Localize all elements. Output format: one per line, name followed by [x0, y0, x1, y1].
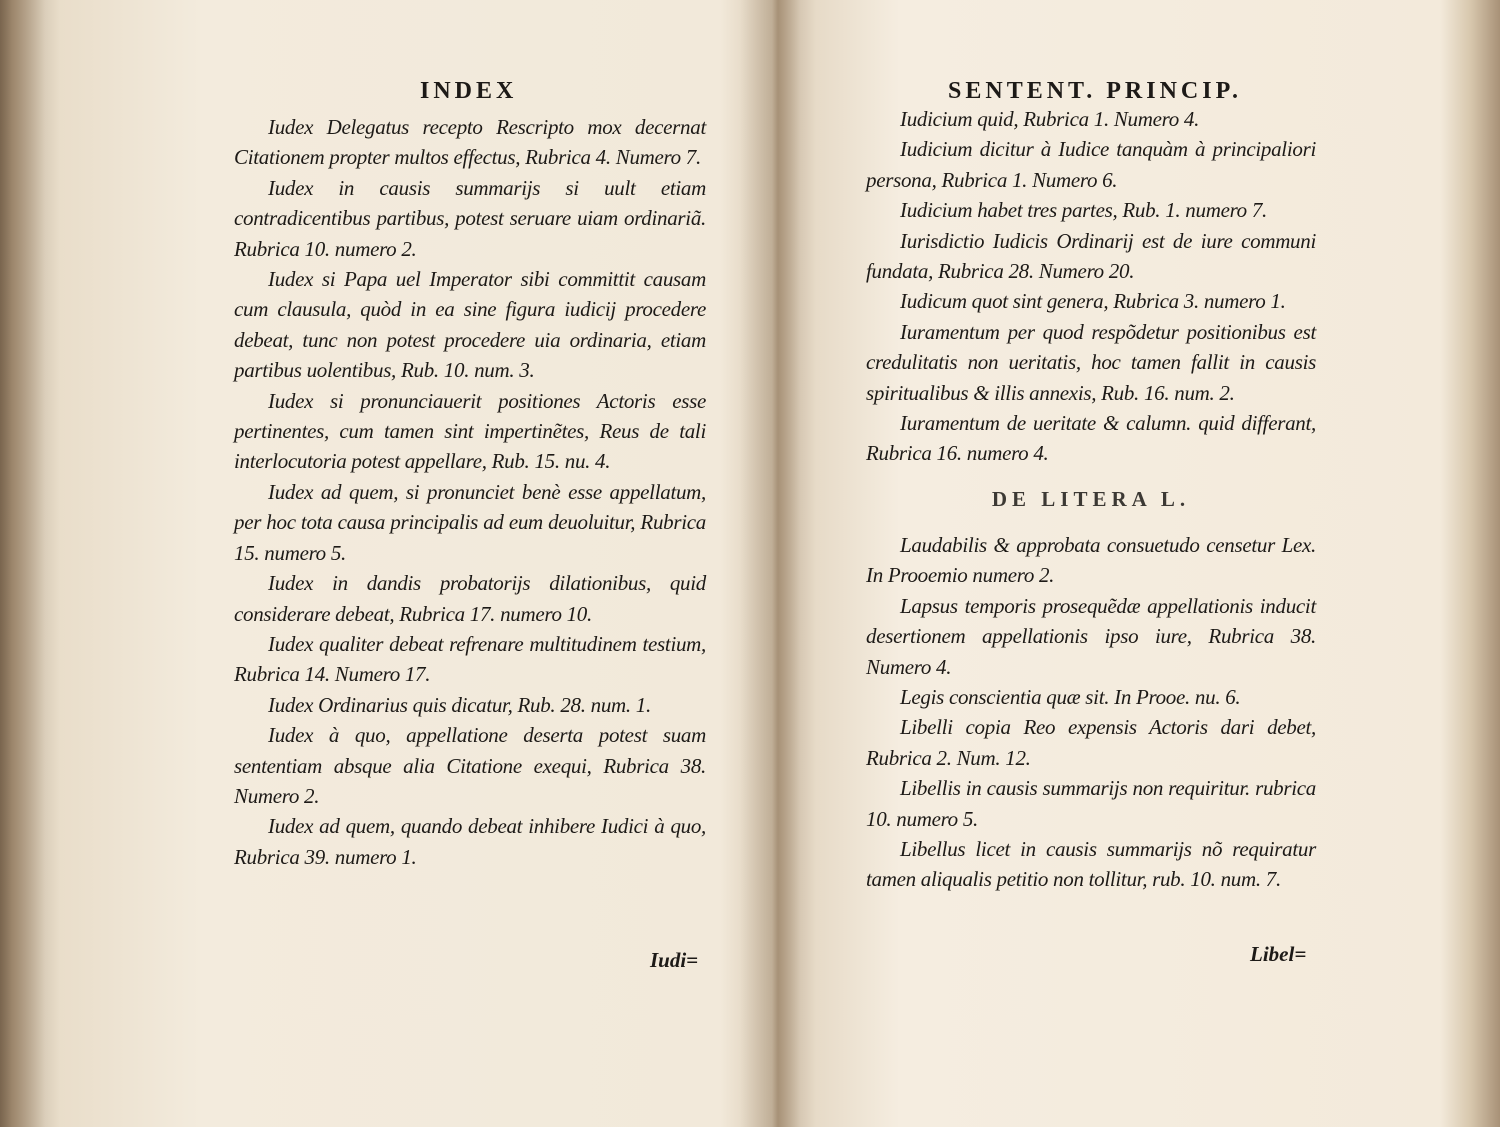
index-entry: Iudex ad quem, si pronunciet benè esse appellatum, per hoc tota causa principalis ad eum deuoluitur, Rubrica 15. numero 5. [234, 479, 706, 565]
index-entry: Libellis in causis summarijs non requiritur. rubrica 10. numero 5. [866, 776, 1316, 831]
catchword-right: Libel= [1250, 942, 1307, 966]
index-entry: Iudicium dicitur à Iudice tanquàm à principaliori persona, Rubrica 1. Numero 6. [866, 137, 1316, 192]
right-page [778, 0, 1500, 1127]
index-entry: Iudex à quo, appellatione deserta potest suam sententiam absque alia Citatione exequi, Rubrica 38. Numero 2. [234, 723, 706, 808]
index-entry: Legis conscientia quæ sit. In Prooe. nu. 6. [900, 684, 1241, 709]
index-entry: Iudicum quot sint genera, Rubrica 3. numero 1. [900, 289, 1286, 314]
index-entry: Iudex in causis summarijs si uult etiam contradicentibus partibus, potest seruare uiam ordinariã. Rubrica 10. numero 2. [234, 175, 706, 261]
index-entry: Laudabilis & approbata consuetudo censetur Lex. In Prooemio numero 2. [866, 532, 1316, 588]
index-entry: Libelli copia Reo expensis Actoris dari debet, Rubrica 2. Num. 12. [866, 715, 1316, 770]
index-entry: Iuramentum per quod respõdetur positionibus est credulitatis non ueritatis, hoc tamen fallit in causis spiritualibus & illis annexis, Rub. 16. num. 2. [866, 319, 1316, 405]
index-entry: Iuramentum de ueritate & calumn. quid differant, Rubrica 16. numero 4. [866, 411, 1316, 466]
index-entry: Iudex si Papa uel Imperator sibi committit causam cum clausula, quòd in ea sine figura iudicij procedere debeat, tunc non potest procedere uia ordinaria, etiam partibus uolentibus, Rub. 10. num. 3. [234, 267, 706, 383]
index-entry: Libellus licet in causis summarijs nõ requiratur tamen aliqualis petitio non tollitur, rub. 10. num. 7. [866, 836, 1316, 892]
index-entries-left [234, 112, 706, 872]
running-head-right: SENTENT. PRINCIP. [948, 78, 1243, 104]
index-entry: Iudex in dandis probatorijs dilationibus, quid considerare debeat, Rubrica 17. numero 10. [234, 571, 706, 626]
index-entry: Iudicium habet tres partes, Rub. 1. numero 7. [900, 198, 1267, 223]
index-entry: Iurisdictio Iudicis Ordinarij est de iure communi fundata, Rubrica 28. Numero 20. [866, 228, 1316, 284]
index-entry: Iudex Delegatus recepto Rescripto mox decernat Citationem propter multos effectus, Rubrica 4. Numero 7. [234, 115, 706, 170]
index-entry: Lapsus temporis prosequẽdæ appellationis inducit desertionem appellationis ipso iure, Rubrica 38. Numero 4. [866, 593, 1316, 679]
catchword-left: Iudi= [650, 948, 699, 972]
section-heading: DE LITERA L. [991, 486, 1191, 511]
index-entry: Iudex qualiter debeat refrenare multitudinem testium, Rubrica 14. Numero 17. [234, 631, 706, 687]
index-entry: Iudex Ordinarius quis dicatur, Rub. 28. num. 1. [268, 692, 651, 717]
index-entries-right [866, 104, 1316, 895]
index-entry: Iudex ad quem, quando debeat inhibere Iudici à quo, Rubrica 39. numero 1. [234, 814, 706, 869]
index-entry: Iudex si pronunciauerit positiones Actoris esse pertinentes, cum tamen sint impertinẽtes, Reus de tali interlocutoria potest appellare, Rub. 15. nu. 4. [234, 388, 706, 474]
running-head-left: INDEX [420, 78, 518, 104]
index-entry: Iudicium quid, Rubrica 1. Numero 4. [900, 107, 1200, 131]
